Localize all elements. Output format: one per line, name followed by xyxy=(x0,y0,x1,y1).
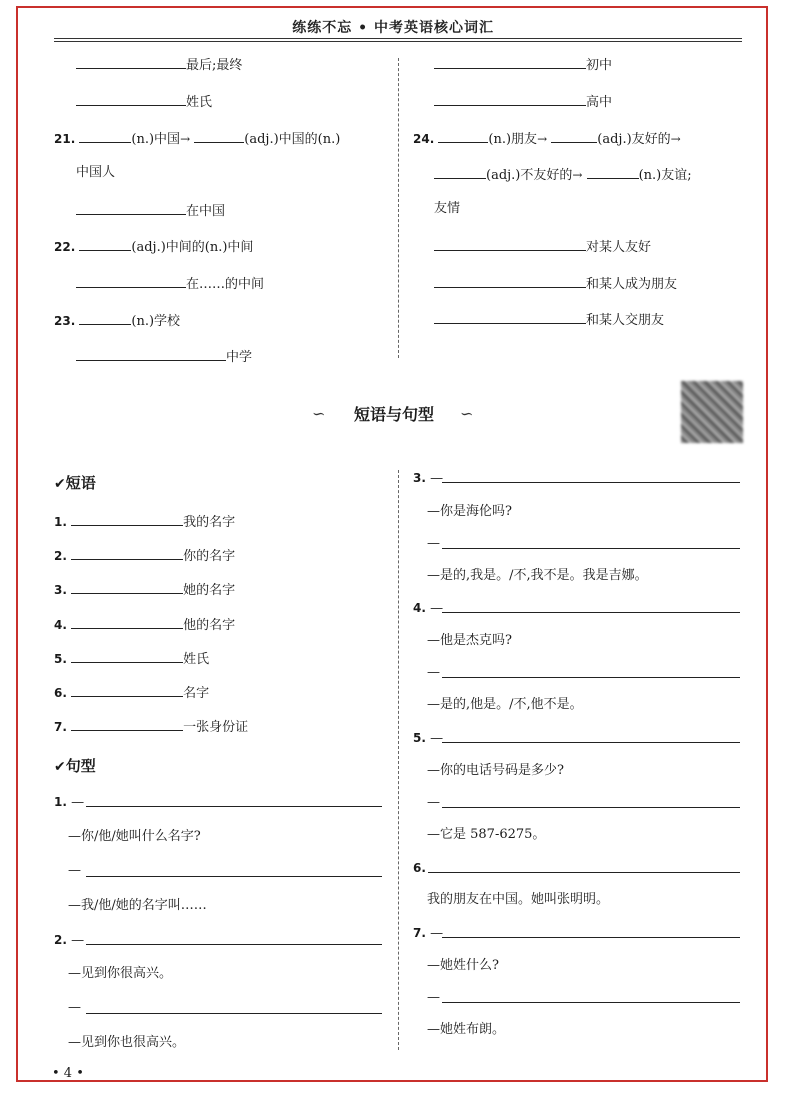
answer-blank[interactable] xyxy=(71,716,183,731)
sentence-7: 7. — xyxy=(413,926,444,941)
sentence-5: 5. — xyxy=(413,731,444,746)
answer-blank[interactable] xyxy=(438,128,488,143)
phrases-heading: ✔短语 xyxy=(54,474,96,492)
answer-blank[interactable] xyxy=(434,273,586,288)
vocab-item-21-phrase: 在中国 xyxy=(76,200,225,221)
sentence-7-question: —她姓什么? xyxy=(427,958,499,973)
swirl-right-icon: ∽ xyxy=(460,404,474,423)
sentence-5-question: —你的电话号码是多少? xyxy=(427,763,564,778)
answer-blank[interactable] xyxy=(434,91,586,106)
sentence-4-dash: — xyxy=(427,665,440,680)
vocab-item-22-phrase: 在……的中间 xyxy=(76,273,264,294)
column-divider-bottom xyxy=(398,470,399,1050)
page-number: • 4 • xyxy=(52,1066,84,1081)
vocab-last: 最后;最终 xyxy=(76,54,242,75)
sentence-6-text: 我的朋友在中国。她叫张明明。 xyxy=(427,892,610,907)
vocab-item-24-phrase-3: 和某人交朋友 xyxy=(434,309,664,330)
page-header xyxy=(54,14,742,40)
answer-blank[interactable] xyxy=(587,164,639,179)
answer-blank[interactable] xyxy=(434,309,586,324)
answer-line[interactable] xyxy=(442,1002,740,1003)
sentence-1-answer: —我/他/她的名字叫…… xyxy=(68,898,207,913)
answer-blank[interactable] xyxy=(79,236,131,251)
swirl-left-icon: ∽ xyxy=(312,404,326,423)
header-rule-2 xyxy=(54,41,742,42)
answer-blank[interactable] xyxy=(71,511,183,526)
answer-blank[interactable] xyxy=(76,346,226,361)
vocab-item-24-line2: (adj.)不友好的→ (n.)友谊; xyxy=(434,164,692,185)
answer-blank[interactable] xyxy=(76,54,186,69)
answer-blank[interactable] xyxy=(434,54,586,69)
sentence-7-answer: —她姓布朗。 xyxy=(427,1022,506,1037)
answer-blank[interactable] xyxy=(71,648,183,663)
phrase-7: 7. 一张身份证 xyxy=(54,716,248,737)
answer-blank[interactable] xyxy=(194,128,244,143)
column-divider-top xyxy=(398,58,399,358)
header-title: 练练不忘 • 中考英语核心词汇 xyxy=(292,20,494,36)
answer-line[interactable] xyxy=(442,612,740,613)
sentence-3-answer: —是的,我是。/不,我不是。我是吉娜。 xyxy=(427,568,648,583)
answer-blank[interactable] xyxy=(434,164,486,179)
vocab-item-23: 23. (n.)学校 xyxy=(54,310,180,331)
answer-blank[interactable] xyxy=(71,682,183,697)
sentence-1-question: —你/他/她叫什么名字? xyxy=(68,829,201,844)
answer-blank[interactable] xyxy=(551,128,597,143)
answer-blank[interactable] xyxy=(76,91,186,106)
sentence-2-answer: —见到你也很高兴。 xyxy=(68,1035,186,1050)
header-rule xyxy=(54,38,742,39)
answer-blank[interactable] xyxy=(434,236,586,251)
sentence-1: 1. — xyxy=(54,795,85,810)
vocab-item-22: 22. (adj.)中间的(n.)中间 xyxy=(54,236,253,257)
vocab-item-21: 21. (n.)中国→ (adj.)中国的(n.) xyxy=(54,128,340,149)
sentence-4-question: —他是杰克吗? xyxy=(427,633,512,648)
phrase-3: 3. 她的名字 xyxy=(54,579,235,600)
vocab-item-24: 24. (n.)朋友→ (adj.)友好的→ xyxy=(413,128,681,149)
answer-blank[interactable] xyxy=(71,614,183,629)
vocab-senior-high: 高中 xyxy=(434,91,612,112)
sentence-5-answer: —它是 587-6275。 xyxy=(427,827,546,842)
phrase-6: 6. 名字 xyxy=(54,682,209,703)
vocab-item-24-phrase-1: 对某人友好 xyxy=(434,236,651,257)
check-icon: ✔ xyxy=(54,759,66,775)
answer-blank[interactable] xyxy=(76,273,186,288)
answer-line[interactable] xyxy=(86,1013,382,1014)
qr-code[interactable] xyxy=(681,381,743,443)
answer-line[interactable] xyxy=(442,548,740,549)
answer-line[interactable] xyxy=(442,807,740,808)
answer-blank[interactable] xyxy=(76,200,186,215)
answer-line[interactable] xyxy=(442,482,740,483)
sentence-3-question: —你是海伦吗? xyxy=(427,504,512,519)
vocab-item-24-phrase-2: 和某人成为朋友 xyxy=(434,273,677,294)
answer-blank[interactable] xyxy=(79,310,131,325)
sentence-3: 3. — xyxy=(413,471,444,486)
sentence-3-dash: — xyxy=(427,536,440,551)
answer-line[interactable] xyxy=(442,742,740,743)
answer-line[interactable] xyxy=(442,937,740,938)
answer-line[interactable] xyxy=(428,872,740,873)
answer-line[interactable] xyxy=(86,876,382,877)
section-title: 短语与句型 xyxy=(354,405,435,424)
sentence-2-question: —见到你很高兴。 xyxy=(68,966,173,981)
vocab-item-24-line3: 友情 xyxy=(434,201,461,216)
phrase-2: 2. 你的名字 xyxy=(54,545,235,566)
phrase-1: 1. 我的名字 xyxy=(54,511,235,532)
vocab-junior-high: 初中 xyxy=(434,54,612,75)
vocab-family-name: 姓氏 xyxy=(76,91,212,112)
sentences-heading: ✔句型 xyxy=(54,757,96,775)
sentence-5-dash: — xyxy=(427,795,440,810)
sentence-4: 4. — xyxy=(413,601,444,616)
vocab-item-21-cont: 中国人 xyxy=(76,165,116,180)
answer-blank[interactable] xyxy=(71,579,183,594)
sentence-2-dash: — xyxy=(68,1000,81,1015)
sentence-7-dash: — xyxy=(427,990,440,1005)
sentence-4-answer: —是的,他是。/不,他不是。 xyxy=(427,697,583,712)
answer-blank[interactable] xyxy=(71,545,183,560)
vocab-item-23-phrase: 中学 xyxy=(76,346,252,367)
phrase-5: 5. 姓氏 xyxy=(54,648,209,669)
sentence-6: 6. xyxy=(413,861,426,875)
phrase-4: 4. 他的名字 xyxy=(54,614,235,635)
answer-line[interactable] xyxy=(442,677,740,678)
answer-blank[interactable] xyxy=(79,128,131,143)
sentence-1-dash: — xyxy=(68,863,81,878)
sentence-2: 2. — xyxy=(54,933,85,948)
answer-line[interactable] xyxy=(86,944,382,945)
check-icon: ✔ xyxy=(54,476,66,492)
answer-line[interactable] xyxy=(86,806,382,807)
